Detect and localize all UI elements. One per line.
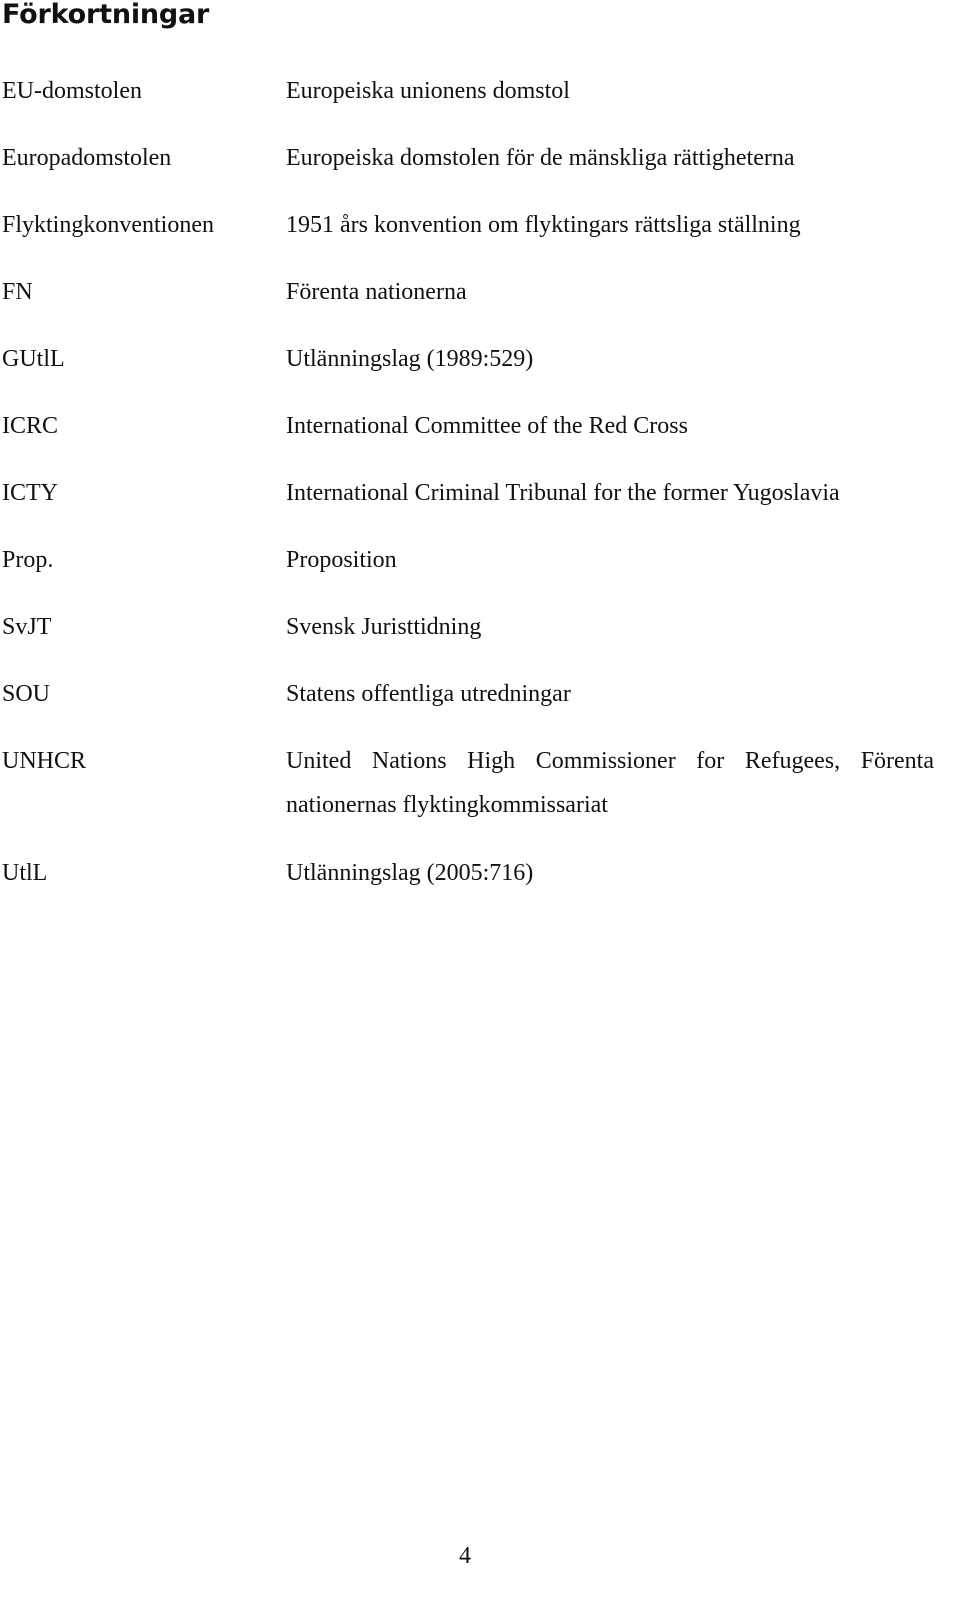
page-title: Förkortningar — [2, 0, 210, 30]
abbreviation-definition: Svensk Juristtidning — [286, 614, 482, 640]
abbreviation-definition: Förenta nationerna — [286, 279, 467, 305]
abbreviation-term: Flyktingkonventionen — [2, 212, 214, 238]
page-number: 4 — [459, 1543, 471, 1569]
abbreviation-term: GUtlL — [2, 346, 65, 372]
abbreviation-definition: Proposition — [286, 547, 397, 573]
abbreviation-definition: United Nations High Commissioner for Refugees, Förenta nationernas flyktingkommissariat — [286, 748, 934, 818]
abbreviation-definition: 1951 års konvention om flyktingars rättsliga ställning — [286, 212, 801, 238]
abbreviation-definition: Statens offentliga utredningar — [286, 681, 571, 707]
abbreviation-term: ICTY — [2, 480, 58, 506]
abbreviation-term: FN — [2, 279, 33, 305]
abbreviation-term: ICRC — [2, 413, 59, 439]
abbreviation-term: SvJT — [2, 614, 52, 640]
abbreviation-definition: Europeiska unionens domstol — [286, 78, 570, 104]
abbreviation-term: UtlL — [2, 860, 48, 886]
abbreviation-term: UNHCR — [2, 748, 87, 774]
abbreviation-definition: Utlänningslag (2005:716) — [286, 860, 534, 886]
abbreviation-definition: International Committee of the Red Cross — [286, 413, 688, 439]
abbreviation-term: Europadomstolen — [2, 145, 172, 171]
abbreviation-definition: Utlänningslag (1989:529) — [286, 346, 534, 372]
abbreviation-definition: Europeiska domstolen för de mänskliga rättigheterna — [286, 145, 795, 171]
abbreviation-term: SOU — [2, 681, 51, 707]
abbreviation-term: Prop. — [2, 547, 54, 573]
abbreviation-term: EU-domstolen — [2, 78, 142, 104]
abbreviation-definition: International Criminal Tribunal for the former Yugoslavia — [286, 480, 840, 506]
